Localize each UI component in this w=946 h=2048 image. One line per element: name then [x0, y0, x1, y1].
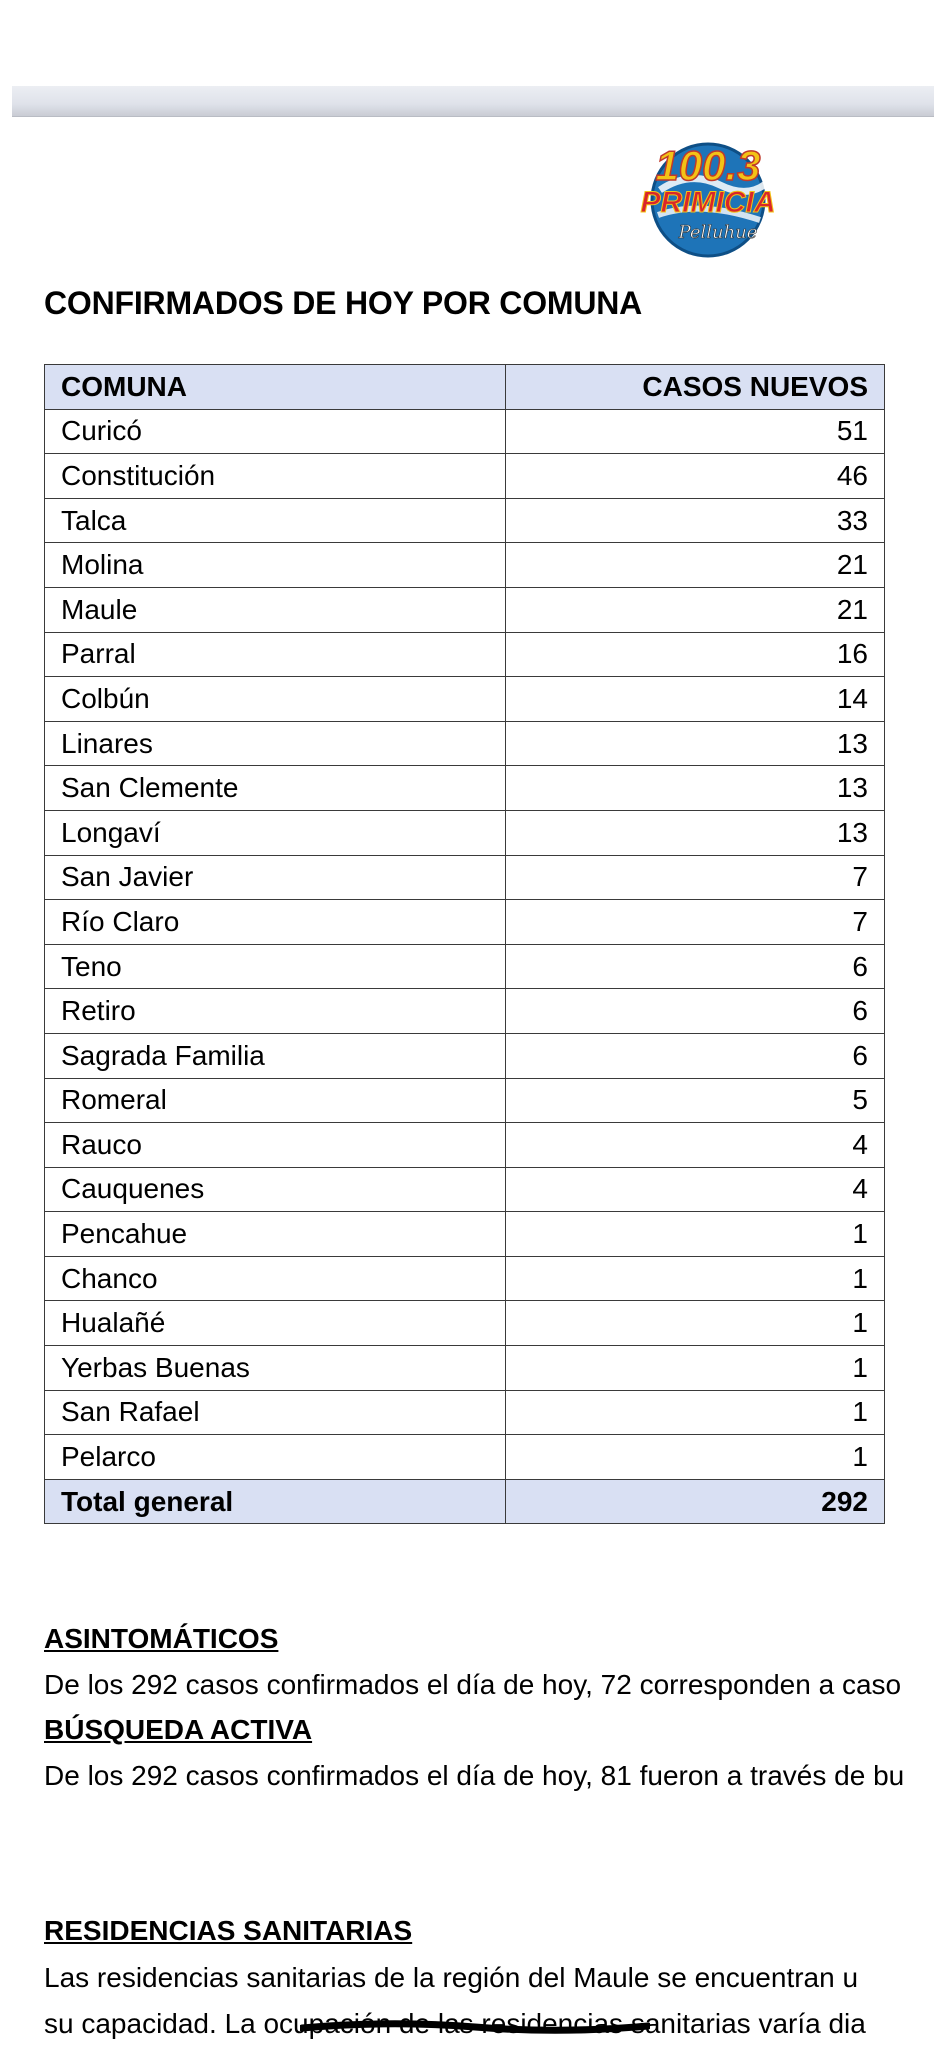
- comuna-cell: Talca: [45, 498, 506, 543]
- comuna-cell: Río Claro: [45, 900, 506, 945]
- logo-text-1003: 100.3: [655, 142, 761, 189]
- table-header-row: [45, 365, 885, 410]
- table-row: [45, 677, 885, 722]
- table-total-row: [45, 1479, 885, 1524]
- casos-cell: 1: [506, 1390, 885, 1435]
- comuna-cell: Colbún: [45, 677, 506, 722]
- casos-cell: 6: [506, 989, 885, 1034]
- cases-table: [44, 364, 885, 1524]
- comuna-cell: Hualañé: [45, 1301, 506, 1346]
- comuna-cell: Retiro: [45, 989, 506, 1034]
- asintomaticos-text: De los 292 casos confirmados el día de hoy, 72 corresponden a caso: [44, 1669, 902, 1700]
- table-row: [45, 1167, 885, 1212]
- table-row: [45, 543, 885, 588]
- comuna-cell: Yerbas Buenas: [45, 1346, 506, 1391]
- comuna-cell: Curicó: [45, 409, 506, 454]
- residencias-heading: RESIDENCIAS SANITARIAS: [44, 1915, 413, 1946]
- comuna-cell: Sagrada Familia: [45, 1033, 506, 1078]
- header-casos-nuevos: CASOS NUEVOS: [506, 365, 885, 410]
- casos-cell: 14: [506, 677, 885, 722]
- casos-cell: 1: [506, 1346, 885, 1391]
- page-title: CONFIRMADOS DE HOY POR COMUNA: [44, 285, 643, 321]
- comuna-cell: Linares: [45, 721, 506, 766]
- busqueda-activa-text: De los 292 casos confirmados el día de hoy, 81 fueron a través de bu: [44, 1760, 905, 1791]
- casos-cell: 1: [506, 1256, 885, 1301]
- table-row: [45, 1346, 885, 1391]
- table-row: [45, 721, 885, 766]
- casos-cell: 21: [506, 587, 885, 632]
- casos-cell: 6: [506, 1033, 885, 1078]
- table-row: [45, 1033, 885, 1078]
- table-row: [45, 632, 885, 677]
- comuna-cell: Maule: [45, 587, 506, 632]
- radio-logo: [630, 130, 790, 265]
- casos-cell: 6: [506, 944, 885, 989]
- table-row: [45, 1212, 885, 1257]
- comuna-cell: Molina: [45, 543, 506, 588]
- casos-cell: 1: [506, 1301, 885, 1346]
- casos-cell: 33: [506, 498, 885, 543]
- casos-cell: 13: [506, 766, 885, 811]
- comuna-cell: San Clemente: [45, 766, 506, 811]
- comuna-cell: San Javier: [45, 855, 506, 900]
- comuna-cell: Romeral: [45, 1078, 506, 1123]
- logo-text-pelluhue: Pelluhue: [678, 222, 758, 243]
- redaction-scribble: [300, 2018, 650, 2038]
- comuna-cell: Cauquenes: [45, 1167, 506, 1212]
- casos-cell: 4: [506, 1167, 885, 1212]
- table-row: [45, 498, 885, 543]
- casos-cell: 51: [506, 409, 885, 454]
- casos-cell: 5: [506, 1078, 885, 1123]
- comuna-cell: Longaví: [45, 810, 506, 855]
- table-row: [45, 944, 885, 989]
- table-row: [45, 855, 885, 900]
- table-row: [45, 1123, 885, 1168]
- total-value: 292: [506, 1479, 885, 1524]
- casos-cell: 13: [506, 721, 885, 766]
- header-comuna: COMUNA: [45, 365, 506, 410]
- comuna-cell: Constitución: [45, 454, 506, 499]
- casos-cell: 7: [506, 900, 885, 945]
- logo-text-primicia: PRIMICIA: [640, 186, 776, 219]
- comuna-cell: Pelarco: [45, 1435, 506, 1480]
- comuna-cell: Teno: [45, 944, 506, 989]
- table-row: [45, 900, 885, 945]
- table-row: [45, 1390, 885, 1435]
- table-row: [45, 810, 885, 855]
- table-row: [45, 587, 885, 632]
- residencias-text-line1: Las residencias sanitarias de la región del Maule se encuentran u: [44, 1962, 859, 1993]
- casos-cell: 1: [506, 1212, 885, 1257]
- casos-cell: 4: [506, 1123, 885, 1168]
- table-row: [45, 1256, 885, 1301]
- casos-cell: 21: [506, 543, 885, 588]
- table-row: [45, 1301, 885, 1346]
- comuna-cell: Rauco: [45, 1123, 506, 1168]
- comuna-cell: San Rafael: [45, 1390, 506, 1435]
- table-row: [45, 1435, 885, 1480]
- window-top-bar: [12, 86, 934, 117]
- comuna-cell: Chanco: [45, 1256, 506, 1301]
- casos-cell: 46: [506, 454, 885, 499]
- casos-cell: 13: [506, 810, 885, 855]
- casos-cell: 16: [506, 632, 885, 677]
- busqueda-activa-heading: BÚSQUEDA ACTIVA: [44, 1714, 313, 1745]
- table-row: [45, 409, 885, 454]
- casos-cell: 7: [506, 855, 885, 900]
- total-label: Total general: [45, 1479, 506, 1524]
- table-row: [45, 766, 885, 811]
- table-row: [45, 1078, 885, 1123]
- table-row: [45, 989, 885, 1034]
- comuna-cell: Pencahue: [45, 1212, 506, 1257]
- table-row: [45, 454, 885, 499]
- residencias-text-line2: su capacidad. La ocupación de las residencias sanitarias varía dia: [44, 2008, 866, 2039]
- comuna-cell: Parral: [45, 632, 506, 677]
- casos-cell: 1: [506, 1435, 885, 1480]
- asintomaticos-heading: ASINTOMÁTICOS: [44, 1623, 279, 1654]
